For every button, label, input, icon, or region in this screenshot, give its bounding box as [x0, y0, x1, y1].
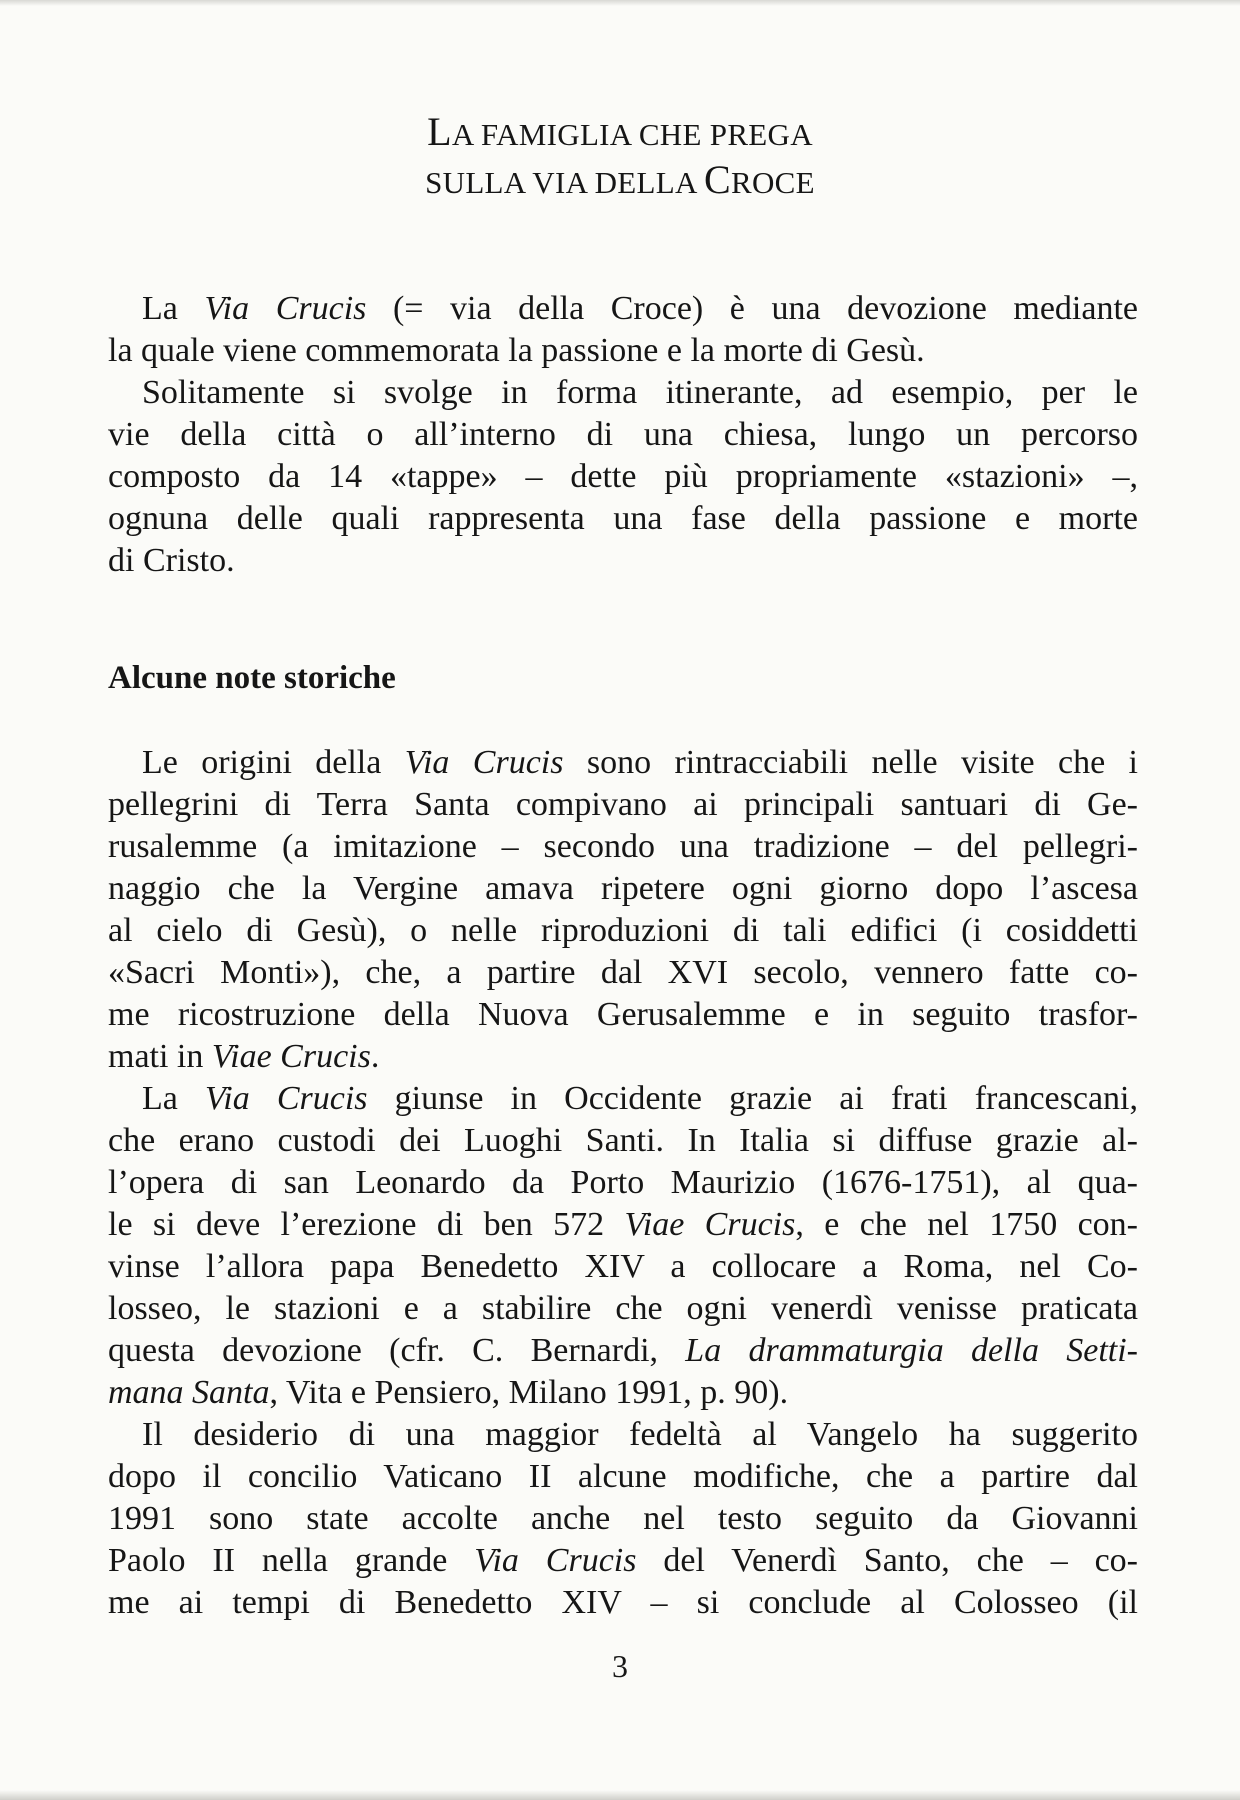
text-run: la quale viene commemorata la passione e la morte di Gesù. — [108, 332, 925, 369]
text-line — [108, 414, 1138, 456]
text-line — [108, 1372, 1138, 1414]
scan-edge-top — [0, 0, 1240, 6]
text-run: dopo il concilio Vaticano II alcune modifiche, che a partire dal — [108, 1458, 1138, 1495]
title-segment: L — [427, 109, 452, 154]
text-run: (= via della Croce) è una devozione mediante — [366, 290, 1139, 327]
text-run: pellegrini di Terra Santa compivano ai principali santuari di Ge- — [108, 786, 1138, 823]
text-run: Paolo II nella grande — [108, 1542, 475, 1579]
text-run: , e che nel 1750 con- — [795, 1206, 1138, 1243]
text-line — [108, 1204, 1138, 1246]
intro-text — [108, 288, 1138, 582]
text-line — [108, 1540, 1138, 1582]
text-line — [108, 1120, 1138, 1162]
text-run: naggio che la Vergine amava ripetere ogni giorno dopo l’ascesa — [108, 870, 1138, 907]
italic-text: Via Crucis — [404, 744, 564, 781]
text-line — [108, 1246, 1138, 1288]
text-run: . — [370, 1038, 380, 1075]
text-run: Il desiderio di una maggior fedeltà al Vangelo ha suggerito — [142, 1416, 1138, 1453]
text-run: composto da 14 «tappe» – dette più propriamente «stazioni» –, — [108, 458, 1138, 495]
title-segment: SULLA VIA DELLA — [425, 165, 705, 200]
chapter-title-line-1 — [0, 108, 1240, 155]
italic-text: Via Crucis — [204, 290, 367, 327]
text-run: ognuna delle quali rappresenta una fase della passione e morte — [108, 500, 1138, 537]
text-line — [108, 456, 1138, 498]
text-run: me ai tempi di Benedetto XIV – si conclude al Colosseo (il — [108, 1584, 1138, 1621]
text-line — [108, 1456, 1138, 1498]
text-run: Le origini della — [142, 744, 405, 781]
text-run: l’opera di san Leonardo da Porto Maurizio (1676-1751), al qua- — [108, 1164, 1138, 1201]
text-line — [108, 1582, 1138, 1624]
text-line — [108, 1036, 1138, 1078]
text-line — [108, 784, 1138, 826]
body-text — [108, 742, 1138, 1624]
italic-text: Viae Crucis — [211, 1038, 371, 1075]
text-run: 1991 sono state accolte anche nel testo seguito da Giovanni — [108, 1500, 1138, 1537]
italic-text: Via Crucis — [205, 1080, 368, 1117]
text-run: le si deve l’erezione di ben 572 — [108, 1206, 625, 1243]
chapter-title-line-2 — [0, 156, 1240, 203]
text-run: La — [142, 290, 205, 327]
title-segment: A FAMIGLIA CHE PREGA — [451, 117, 813, 152]
text-line — [108, 1162, 1138, 1204]
text-run: La — [142, 1080, 205, 1117]
text-run: me ricostruzione della Nuova Gerusalemme e in seguito trasfor- — [108, 996, 1138, 1033]
scan-edge-bottom — [0, 1790, 1240, 1800]
text-run: che erano custodi dei Luoghi Santi. In Italia si diffuse grazie al- — [108, 1122, 1138, 1159]
text-line — [108, 1330, 1138, 1372]
text-line — [108, 372, 1138, 414]
italic-text: La drammaturgia della Setti- — [685, 1332, 1138, 1369]
text-run: del Venerdì Santo, che – co- — [636, 1542, 1139, 1579]
text-line — [108, 826, 1138, 868]
text-line — [108, 1078, 1138, 1120]
text-line — [108, 1498, 1138, 1540]
text-run: , Vita e Pensiero, Milano 1991, p. 90). — [269, 1374, 789, 1411]
text-line — [108, 994, 1138, 1036]
text-line — [108, 868, 1138, 910]
text-line — [108, 498, 1138, 540]
text-run: vie della città o all’interno di una chiesa, lungo un percorso — [108, 416, 1138, 453]
title-segment: ROCE — [731, 165, 815, 200]
italic-text: Viae Crucis — [624, 1206, 796, 1243]
title-segment: C — [704, 157, 732, 202]
text-line — [108, 330, 1138, 372]
text-run: mati in — [108, 1038, 212, 1075]
text-run: al cielo di Gesù), o nelle riproduzioni di tali edifici (i cosiddetti — [108, 912, 1138, 949]
text-run: questa devozione (cfr. C. Bernardi, — [108, 1332, 686, 1369]
text-line — [108, 952, 1138, 994]
italic-text: mana Santa — [108, 1374, 270, 1411]
italic-text: Via Crucis — [474, 1542, 637, 1579]
text-run: Solitamente si svolge in forma itinerante, ad esempio, per le — [142, 374, 1138, 411]
text-line — [108, 1414, 1138, 1456]
text-line — [108, 910, 1138, 952]
text-run: di Cristo. — [108, 542, 235, 579]
text-line — [108, 742, 1138, 784]
text-run: giunse in Occidente grazie ai frati francescani, — [367, 1080, 1138, 1117]
text-run: «Sacri Monti»), che, a partire dal XVI secolo, vennero fatte co- — [108, 954, 1138, 991]
text-run: rusalemme (a imitazione – secondo una tradizione – del pellegri- — [108, 828, 1138, 865]
page-number: 3 — [612, 1648, 628, 1684]
text-line — [108, 288, 1138, 330]
section-heading: Alcune note storiche — [108, 660, 396, 696]
text-run: losseo, le stazioni e a stabilire che ogni venerdì venisse praticata — [108, 1290, 1138, 1327]
text-run: sono rintracciabili nelle visite che i — [563, 744, 1138, 781]
text-run: vinse l’allora papa Benedetto XIV a collocare a Roma, nel Co- — [108, 1248, 1138, 1285]
text-line — [108, 540, 1138, 582]
text-line — [108, 1288, 1138, 1330]
